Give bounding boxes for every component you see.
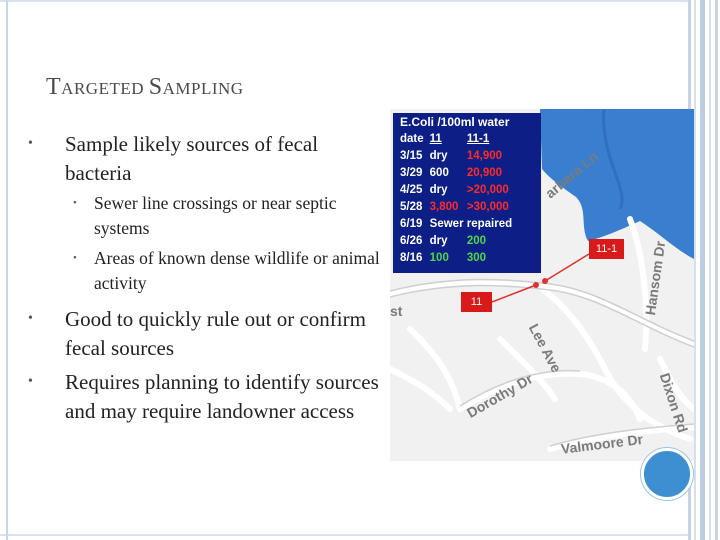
street-label-dixon: Dixon Rd (656, 371, 691, 435)
table-row: 6/19 Sewer repaired (400, 217, 513, 230)
decorative-circle (641, 448, 693, 500)
table-row: 3/29 600 20,900 (400, 166, 503, 179)
bullet-item (28, 130, 388, 295)
site-11-marker (533, 282, 539, 288)
table-header: 11 (429, 132, 442, 145)
street-label-lee: Lee Ave (525, 321, 565, 376)
table-header: date (400, 132, 424, 145)
table-header: 11-1 (466, 132, 490, 145)
sub-bullet-item: • Areas of known dense wildlife or animal activity (65, 246, 388, 295)
street-label-valmoore: Valmoore Dr (560, 430, 644, 457)
site-11-leader (492, 285, 536, 302)
bullet-item (28, 368, 388, 425)
bullet-item (28, 305, 388, 362)
table-row: 5/28 3,800 >30,000 (400, 200, 509, 213)
slide-frame-top (0, 0, 690, 2)
bullet-text: Sample likely sources of fecal bacteria (65, 132, 319, 185)
table-title: E.Coli /100ml water (400, 114, 510, 129)
ecoli-table (393, 113, 541, 273)
bullet-list (28, 130, 388, 431)
site-11-1-leader (545, 254, 589, 281)
bullet-text: Good to quickly rule out or confirm fecal sources (65, 307, 366, 360)
site-label-11: 11 (461, 292, 492, 312)
site-11-1-marker (542, 278, 548, 284)
table-row: 8/16 100 300 (400, 251, 487, 264)
sub-bullet-item: • Sewer line crossings or near septic systems (65, 191, 388, 240)
table-row: 6/26 dry 200 (400, 234, 487, 247)
street-label-edge: st (390, 303, 403, 319)
table-row: 3/15 dry 14,900 (400, 149, 503, 162)
slide-frame-bottom (0, 534, 690, 536)
sampling-map (390, 109, 694, 461)
table-row: 4/25 dry >20,000 (400, 183, 509, 196)
sub-bullet-list (65, 191, 388, 295)
slide-frame-left (6, 0, 8, 540)
site-label-11-1: 11-1 (589, 239, 624, 259)
bullet-text: Requires planning to identify sources and may require landowner access (65, 370, 379, 423)
street-label-dorothy: Dorothy Dr (464, 370, 536, 421)
street-label-barbara: arbara Ln (542, 147, 602, 202)
street-label-hansom: Hansom Dr (642, 240, 669, 317)
slide-title: TARGETED SAMPLING (46, 74, 244, 100)
